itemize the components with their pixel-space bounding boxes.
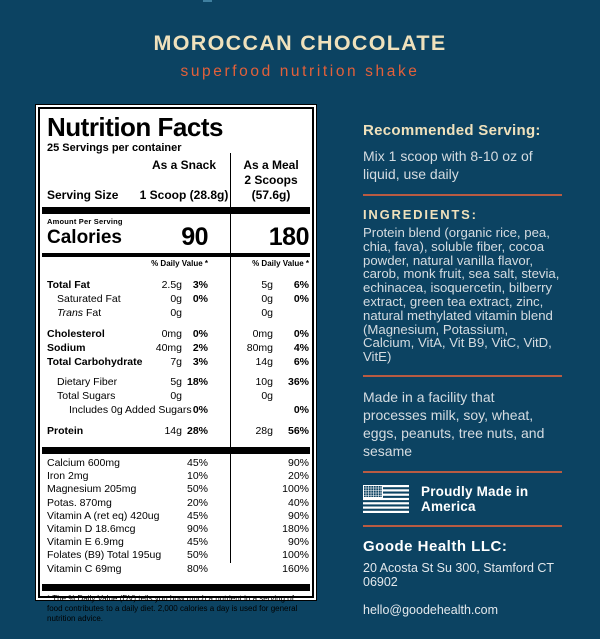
micronutrient-name: Magnesium 205mg: [47, 483, 137, 496]
meal-column-header: As a Meal: [243, 158, 299, 172]
snack-column-header: As a Snack: [151, 158, 217, 172]
serving-size-row: [47, 173, 309, 203]
meal-amount: 28g: [255, 425, 273, 438]
meal-amount: 14g: [255, 355, 273, 368]
micronutrient-name: Vitamin E 6.9mg: [47, 536, 124, 549]
made-in-america-label: Proudly Made in America: [421, 483, 529, 514]
snack-amount: 40mg: [155, 341, 182, 354]
company-address: 20 Acosta St Su 300, Stamford CT 06902: [363, 560, 554, 589]
nutrient-row: [47, 356, 309, 370]
calories-snack-value: 90: [181, 223, 208, 251]
micronutrient-row: [47, 523, 309, 536]
snack-amount: 5g: [170, 376, 182, 389]
nutrient-row: [47, 376, 309, 390]
section-divider: [363, 525, 562, 527]
nutrition-facts-title: Nutrition Facts: [47, 112, 223, 142]
nutrition-facts-panel: [38, 107, 314, 623]
info-sidebar: [363, 122, 562, 617]
snack-daily-value: 18%: [186, 376, 208, 389]
micronutrient-name: Potas. 870mg: [47, 496, 112, 509]
meal-daily-value: 90%: [287, 457, 309, 470]
nutrient-name: Cholesterol: [47, 327, 105, 340]
snack-daily-value: 20%: [186, 496, 208, 509]
snack-daily-value: 3%: [192, 355, 208, 368]
thick-rule: [42, 207, 310, 214]
thick-rule: [42, 584, 310, 591]
meal-daily-value: 0%: [293, 292, 309, 305]
meal-amount: 0g: [261, 390, 273, 403]
daily-value-header-snack: % Daily Value *: [151, 259, 208, 268]
ingredients-heading: INGREDIENTS:: [363, 207, 478, 222]
meal-daily-value: 6%: [293, 355, 309, 368]
micronutrient-rows: [47, 457, 309, 576]
meal-daily-value: 4%: [293, 341, 309, 354]
micronutrient-name: Iron 2mg: [47, 470, 89, 483]
allergen-note: Made in a facility that processes milk, soy, wheat, eggs, peanuts, tree nuts, and sesame: [363, 388, 545, 459]
section-divider: [363, 471, 562, 473]
snack-amount: 0mg: [161, 327, 182, 340]
meal-daily-value: 90%: [287, 509, 309, 522]
micronutrient-name: Vitamin A (ret eq) 420ug: [47, 509, 160, 522]
meal-daily-value: 180%: [282, 523, 309, 536]
meal-daily-value: 100%: [282, 549, 309, 562]
section-divider: [363, 194, 562, 196]
snack-amount: 0g: [170, 292, 182, 305]
snack-daily-value: 3%: [192, 279, 208, 291]
snack-daily-value: 0%: [192, 327, 208, 340]
nutrient-row: [47, 328, 309, 342]
nutrient-rows: [47, 279, 309, 439]
nutrient-row: [47, 425, 309, 439]
snack-daily-value: 50%: [186, 483, 208, 496]
meal-amount: 5g: [261, 279, 273, 291]
nutrient-row: [47, 390, 309, 404]
ingredients-text: Protein blend (organic rice, pea, chia, fava), soluble fiber, cocoa powder, natural vanilla flavor, carob, monk fruit, sea salt, stevia, echinacea, isoquercetin, bilberry extract, green tea extract, zinc, natural methylated vitamin blend (Magnesium, Potassium, Calcium, VitA, Vit B9, VitC, VitD, VitE): [363, 225, 560, 365]
snack-amount: 0g: [170, 306, 182, 319]
snack-serving-size: 1 Scoop (28.8g): [139, 188, 229, 202]
micronutrient-row: [47, 483, 309, 496]
calories-row: [47, 223, 309, 251]
calories-label: Calories: [47, 227, 122, 248]
snack-daily-value: 28%: [186, 425, 208, 438]
nutrient-name: Trans Fat: [57, 306, 102, 319]
snack-amount: 14g: [164, 425, 182, 438]
meal-daily-value: 6%: [293, 279, 309, 291]
micronutrient-name: Vitamin C 69mg: [47, 562, 122, 575]
daily-value-footnote: * The % Daily Value (DV) tells you how much a nutrient in a serving of food contributes to a daily diet. 2,000 calories a day is used for general nutrition advice.: [47, 593, 298, 623]
snack-amount: 7g: [170, 355, 182, 368]
micronutrient-row: [47, 497, 309, 510]
meal-daily-value: 90%: [287, 536, 309, 549]
nutrient-name: Protein: [47, 425, 84, 438]
us-flag-icon: [363, 485, 409, 513]
nutrient-name: Includes 0g Added Sugars: [69, 404, 192, 417]
column-headers-row: [47, 158, 309, 173]
nutrient-row: [47, 279, 309, 293]
snack-daily-value: 45%: [186, 509, 208, 522]
snack-daily-value: 45%: [186, 536, 208, 549]
meal-daily-value: 56%: [287, 425, 309, 438]
meal-amount: 10g: [255, 376, 273, 389]
nutrient-name: Total Sugars: [57, 390, 116, 403]
snack-amount: 0g: [170, 390, 182, 403]
amount-per-serving-label: Amount Per Serving: [47, 217, 123, 226]
top-artifact: [203, 0, 212, 2]
meal-amount: 0g: [261, 306, 273, 319]
micronutrient-row: [47, 457, 309, 470]
snack-daily-value: 10%: [186, 470, 208, 483]
micronutrient-name: Calcium 600mg: [47, 457, 120, 470]
micronutrient-row: [47, 536, 309, 549]
nutrient-name: Saturated Fat: [57, 292, 121, 305]
company-email: hello@goodehealth.com: [363, 602, 499, 617]
meal-daily-value: 160%: [282, 562, 309, 575]
product-header: [0, 31, 600, 81]
section-divider: [363, 375, 562, 377]
meal-daily-value: 0%: [293, 404, 309, 417]
nutrient-row: [47, 307, 309, 321]
product-subtitle: superfood nutrition shake: [180, 63, 420, 80]
recommended-serving-text: Mix 1 scoop with 8-10 oz of liquid, use daily: [363, 148, 533, 182]
thick-rule: [42, 447, 310, 454]
meal-amount: 80mg: [246, 341, 273, 354]
made-in-america-badge: [363, 484, 562, 514]
snack-daily-value: 0%: [192, 292, 208, 305]
micronutrient-row: [47, 549, 309, 562]
nutrient-row: [47, 293, 309, 307]
daily-value-header-meal: % Daily Value *: [252, 259, 309, 268]
snack-daily-value: 50%: [186, 549, 208, 562]
micronutrient-name: Folates (B9) Total 195ug: [47, 549, 162, 562]
nutrient-row: [47, 404, 309, 418]
micronutrient-row: [47, 470, 309, 483]
micronutrient-row: [47, 563, 309, 576]
snack-daily-value: 45%: [186, 457, 208, 470]
meal-amount: 0mg: [252, 327, 273, 340]
snack-daily-value: 2%: [192, 341, 208, 354]
nutrient-name: Dietary Fiber: [57, 376, 118, 389]
nutrient-name: Total Carbohydrate: [47, 355, 143, 368]
meal-serving-size: 2 Scoops (57.6g): [244, 173, 298, 202]
medium-rule: [42, 253, 310, 257]
meal-amount: 0g: [261, 292, 273, 305]
serving-size-label: Serving Size: [47, 188, 119, 202]
servings-per-container: 25 Servings per container: [47, 142, 182, 154]
nutrient-name: Total Fat: [47, 279, 90, 291]
company-name: Goode Health LLC:: [363, 537, 508, 555]
calories-meal-value: 180: [268, 223, 309, 251]
daily-value-header-row: [47, 259, 309, 268]
product-title: MOROCCAN CHOCOLATE: [153, 31, 447, 55]
snack-daily-value: 0%: [192, 404, 208, 417]
micronutrient-name: Vitamin D 18.6mcg: [47, 523, 136, 536]
snack-daily-value: 90%: [186, 523, 208, 536]
meal-daily-value: 0%: [293, 327, 309, 340]
meal-daily-value: 36%: [287, 376, 309, 389]
snack-daily-value: 80%: [186, 562, 208, 575]
recommended-serving-heading: Recommended Serving:: [363, 122, 541, 139]
meal-daily-value: 40%: [287, 496, 309, 509]
meal-daily-value: 20%: [287, 470, 309, 483]
snack-amount: 2.5g: [161, 279, 182, 291]
micronutrient-row: [47, 510, 309, 523]
nutrient-row: [47, 342, 309, 356]
nutrient-name: Sodium: [47, 341, 86, 354]
meal-daily-value: 100%: [282, 483, 309, 496]
